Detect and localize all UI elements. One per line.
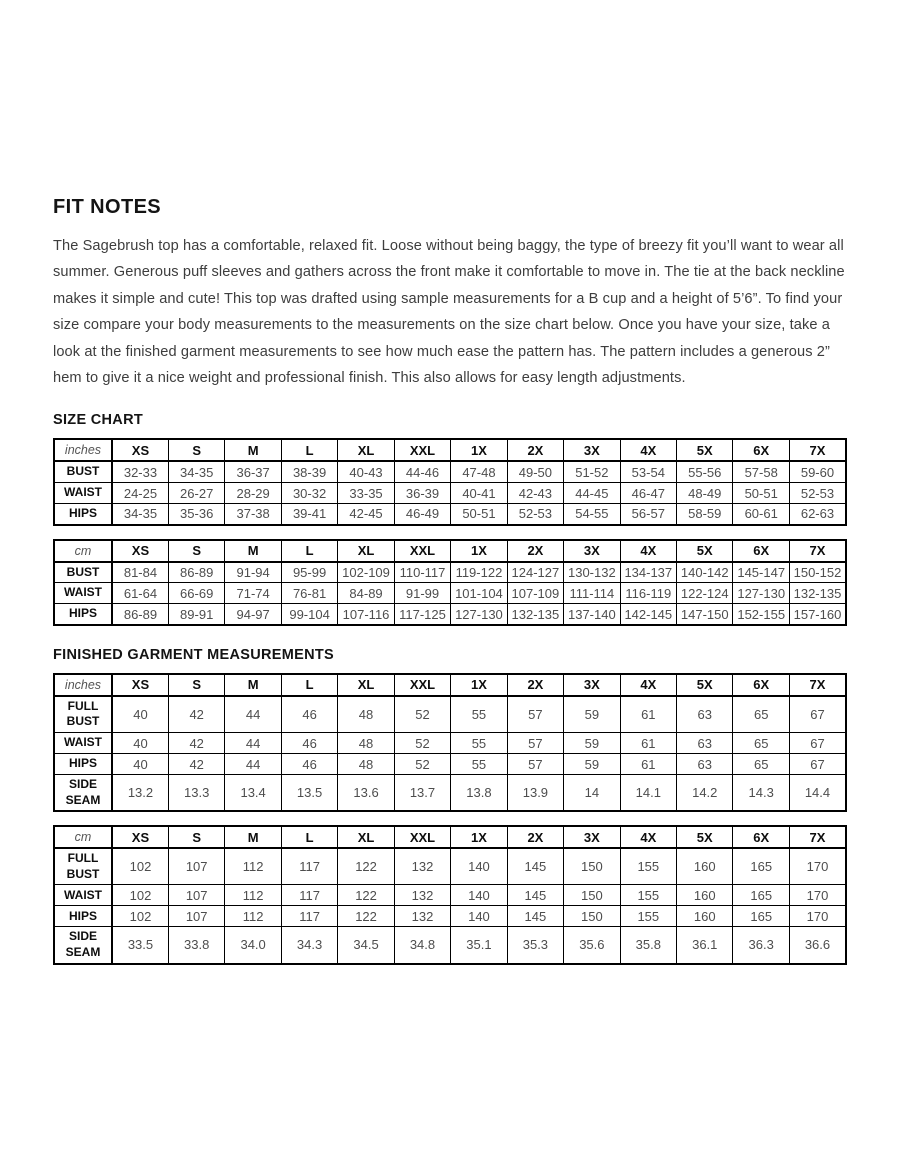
measurement-cell: 155: [620, 906, 676, 927]
measurement-cell: 24-25: [112, 483, 168, 504]
measurement-cell: 132: [394, 906, 450, 927]
row-label: FULL BUST: [54, 848, 112, 885]
measurement-cell: 102-109: [338, 562, 394, 583]
measurement-cell: 44: [225, 754, 281, 775]
measurement-cell: 91-94: [225, 562, 281, 583]
table-row: [54, 483, 846, 504]
measurement-cell: 65: [733, 696, 789, 733]
measurement-cell: 107: [168, 885, 224, 906]
measurement-cell: 34-35: [168, 461, 224, 482]
measurement-cell: 34.3: [281, 927, 337, 964]
measurement-cell: 62-63: [789, 504, 846, 525]
measurement-cell: 58-59: [677, 504, 733, 525]
measurement-cell: 61: [620, 696, 676, 733]
measurement-cell: 40: [112, 696, 168, 733]
measurement-cell: 55: [451, 696, 507, 733]
row-label: HIPS: [54, 604, 112, 625]
measurement-cell: 134-137: [620, 562, 676, 583]
measurement-cell: 40-41: [451, 483, 507, 504]
measurement-cell: 122: [338, 906, 394, 927]
measurement-cell: 13.2: [112, 775, 168, 812]
size-column-header: 1X: [451, 826, 507, 848]
measurement-cell: 59-60: [789, 461, 846, 482]
measurement-cell: 13.3: [168, 775, 224, 812]
measurement-cell: 51-52: [564, 461, 620, 482]
table-row: [54, 885, 846, 906]
measurement-cell: 59: [564, 754, 620, 775]
size-column-header: M: [225, 439, 281, 461]
measurement-cell: 157-160: [789, 604, 846, 625]
size-column-header: M: [225, 826, 281, 848]
page-content: [53, 0, 847, 978]
measurement-cell: 160: [677, 906, 733, 927]
measurement-cell: 117: [281, 906, 337, 927]
measurement-cell: 13.7: [394, 775, 450, 812]
row-label: FULL BUST: [54, 696, 112, 733]
measurement-cell: 65: [733, 754, 789, 775]
measurement-cell: 42: [168, 733, 224, 754]
size-column-header: 2X: [507, 674, 563, 696]
size-column-header: XXL: [394, 439, 450, 461]
measurement-cell: 13.4: [225, 775, 281, 812]
measurement-cell: 52-53: [789, 483, 846, 504]
measurement-cell: 52: [394, 696, 450, 733]
measurement-cell: 57: [507, 754, 563, 775]
size-column-header: L: [281, 540, 337, 562]
measurement-cell: 81-84: [112, 562, 168, 583]
measurement-cell: 124-127: [507, 562, 563, 583]
measurement-cell: 95-99: [281, 562, 337, 583]
size-column-header: XXL: [394, 540, 450, 562]
size-column-header: 6X: [733, 826, 789, 848]
measurement-cell: 160: [677, 885, 733, 906]
measurement-cell: 14: [564, 775, 620, 812]
measurement-cell: 55: [451, 733, 507, 754]
measurement-cell: 55: [451, 754, 507, 775]
size-column-header: 4X: [620, 540, 676, 562]
measurement-cell: 102: [112, 885, 168, 906]
measurement-cell: 44-45: [564, 483, 620, 504]
measurement-cell: 30-32: [281, 483, 337, 504]
size-column-header: 7X: [789, 439, 846, 461]
measurement-cell: 33-35: [338, 483, 394, 504]
measurement-cell: 59: [564, 733, 620, 754]
measurement-cell: 38-39: [281, 461, 337, 482]
table-row: [54, 733, 846, 754]
measurement-cell: 150: [564, 906, 620, 927]
size-column-header: 2X: [507, 826, 563, 848]
table-row: [54, 696, 846, 733]
size-column-header: 6X: [733, 439, 789, 461]
measurement-cell: 40: [112, 754, 168, 775]
measurement-cell: 84-89: [338, 583, 394, 604]
row-label: HIPS: [54, 754, 112, 775]
fit-notes-paragraph: The Sagebrush top has a comfortable, relaxed fit. Loose without being baggy, the type of breezy fit you’ll want to wear all summer. Generous puff sleeves and gathers across the front make it comfortable to move in. The tie at the back neckline makes it simple and cute! This top was drafted using sample measurements for a B cup and a height of 5’6”. To find your size compare your body measurements to the measurements on the size chart below. Once you have your size, take a look at the finished garment measurements to see how much ease the pattern has. The pattern includes a generous 2” hem to give it a nice weight and professional finish. This also allows for easy length adjustments.: [53, 238, 845, 387]
measurement-cell: 110-117: [394, 562, 450, 583]
row-label: WAIST: [54, 583, 112, 604]
measurement-cell: 34.0: [225, 927, 281, 964]
measurement-cell: 42-45: [338, 504, 394, 525]
measurement-cell: 170: [789, 885, 846, 906]
table-row: [54, 583, 846, 604]
measurement-cell: 36.6: [789, 927, 846, 964]
measurement-cell: 48-49: [677, 483, 733, 504]
row-label: WAIST: [54, 733, 112, 754]
measurement-cell: 36-37: [225, 461, 281, 482]
size-column-header: XS: [112, 439, 168, 461]
measurement-cell: 13.5: [281, 775, 337, 812]
row-label: SIDE SEAM: [54, 775, 112, 812]
table-row: [54, 906, 846, 927]
measurement-cell: 46-49: [394, 504, 450, 525]
row-label: SIDE SEAM: [54, 927, 112, 964]
size-column-header: 5X: [677, 540, 733, 562]
measurement-cell: 14.1: [620, 775, 676, 812]
measurement-cell: 112: [225, 906, 281, 927]
size-column-header: XXL: [394, 826, 450, 848]
size-column-header: 6X: [733, 540, 789, 562]
size-column-header: XS: [112, 540, 168, 562]
measurement-cell: 107-116: [338, 604, 394, 625]
measurement-cell: 86-89: [112, 604, 168, 625]
measurement-cell: 56-57: [620, 504, 676, 525]
measurement-cell: 61-64: [112, 583, 168, 604]
measurement-cell: 65: [733, 733, 789, 754]
measurement-cell: 132-135: [789, 583, 846, 604]
finished-garment-cm-table: [53, 825, 847, 964]
size-chart-cm-table: [53, 539, 847, 626]
measurement-cell: 46-47: [620, 483, 676, 504]
measurement-cell: 132: [394, 848, 450, 885]
measurement-cell: 34.5: [338, 927, 394, 964]
measurement-cell: 66-69: [168, 583, 224, 604]
measurement-cell: 52-53: [507, 504, 563, 525]
measurement-cell: 67: [789, 733, 846, 754]
measurement-cell: 155: [620, 885, 676, 906]
measurement-cell: 49-50: [507, 461, 563, 482]
unit-label: cm: [54, 540, 112, 562]
measurement-cell: 50-51: [451, 504, 507, 525]
measurement-cell: 48: [338, 733, 394, 754]
measurement-cell: 117: [281, 848, 337, 885]
measurement-cell: 127-130: [451, 604, 507, 625]
measurement-cell: 61: [620, 754, 676, 775]
measurement-cell: 32-33: [112, 461, 168, 482]
unit-label: cm: [54, 826, 112, 848]
size-column-header: 2X: [507, 439, 563, 461]
measurement-cell: 52: [394, 754, 450, 775]
size-column-header: 7X: [789, 674, 846, 696]
measurement-cell: 122-124: [677, 583, 733, 604]
measurement-cell: 36.3: [733, 927, 789, 964]
measurement-cell: 130-132: [564, 562, 620, 583]
measurement-cell: 40: [112, 733, 168, 754]
table-row: [54, 461, 846, 482]
size-column-header: XL: [338, 674, 394, 696]
measurement-cell: 170: [789, 906, 846, 927]
row-label: WAIST: [54, 483, 112, 504]
measurement-cell: 150-152: [789, 562, 846, 583]
measurement-cell: 35-36: [168, 504, 224, 525]
measurement-cell: 117: [281, 885, 337, 906]
size-column-header: 3X: [564, 826, 620, 848]
measurement-cell: 33.8: [168, 927, 224, 964]
measurement-cell: 42-43: [507, 483, 563, 504]
measurement-cell: 26-27: [168, 483, 224, 504]
measurement-cell: 122: [338, 885, 394, 906]
measurement-cell: 140: [451, 885, 507, 906]
measurement-cell: 86-89: [168, 562, 224, 583]
size-column-header: XXL: [394, 674, 450, 696]
size-column-header: XL: [338, 826, 394, 848]
size-column-header: M: [225, 540, 281, 562]
measurement-cell: 165: [733, 885, 789, 906]
table-row: [54, 604, 846, 625]
finished-garment-inches-table: [53, 673, 847, 812]
measurement-cell: 165: [733, 906, 789, 927]
size-column-header: XS: [112, 826, 168, 848]
measurement-cell: 89-91: [168, 604, 224, 625]
measurement-cell: 63: [677, 733, 733, 754]
measurement-cell: 50-51: [733, 483, 789, 504]
size-column-header: L: [281, 674, 337, 696]
measurement-cell: 76-81: [281, 583, 337, 604]
measurement-cell: 37-38: [225, 504, 281, 525]
size-column-header: 1X: [451, 540, 507, 562]
measurement-cell: 140-142: [677, 562, 733, 583]
measurement-cell: 61: [620, 733, 676, 754]
measurement-cell: 47-48: [451, 461, 507, 482]
fit-notes-heading: FIT NOTES: [53, 196, 162, 218]
table-row: [54, 754, 846, 775]
measurement-cell: 140: [451, 848, 507, 885]
measurement-cell: 150: [564, 848, 620, 885]
measurement-cell: 13.8: [451, 775, 507, 812]
measurement-cell: 44: [225, 733, 281, 754]
size-column-header: XL: [338, 439, 394, 461]
measurement-cell: 13.6: [338, 775, 394, 812]
measurement-cell: 13.9: [507, 775, 563, 812]
measurement-cell: 14.2: [677, 775, 733, 812]
measurement-cell: 34-35: [112, 504, 168, 525]
measurement-cell: 28-29: [225, 483, 281, 504]
table-row: [54, 504, 846, 525]
size-column-header: 3X: [564, 674, 620, 696]
measurement-cell: 42: [168, 754, 224, 775]
size-column-header: 5X: [677, 674, 733, 696]
measurement-cell: 142-145: [620, 604, 676, 625]
measurement-cell: 42: [168, 696, 224, 733]
size-column-header: 1X: [451, 674, 507, 696]
measurement-cell: 116-119: [620, 583, 676, 604]
measurement-cell: 94-97: [225, 604, 281, 625]
row-label: BUST: [54, 562, 112, 583]
measurement-cell: 14.3: [733, 775, 789, 812]
size-column-header: 2X: [507, 540, 563, 562]
table-row: [54, 848, 846, 885]
size-column-header: S: [168, 439, 224, 461]
measurement-cell: 107: [168, 848, 224, 885]
measurement-cell: 102: [112, 906, 168, 927]
measurement-cell: 137-140: [564, 604, 620, 625]
measurement-cell: 107-109: [507, 583, 563, 604]
measurement-cell: 46: [281, 733, 337, 754]
size-chart-inches-table: [53, 438, 847, 525]
size-column-header: 7X: [789, 540, 846, 562]
measurement-cell: 145: [507, 885, 563, 906]
measurement-cell: 71-74: [225, 583, 281, 604]
measurement-cell: 46: [281, 754, 337, 775]
measurement-cell: 54-55: [564, 504, 620, 525]
measurement-cell: 122: [338, 848, 394, 885]
size-column-header: 3X: [564, 439, 620, 461]
measurement-cell: 152-155: [733, 604, 789, 625]
size-column-header: 3X: [564, 540, 620, 562]
table-row: [54, 562, 846, 583]
measurement-cell: 132-135: [507, 604, 563, 625]
measurement-cell: 59: [564, 696, 620, 733]
size-column-header: 5X: [677, 826, 733, 848]
size-column-header: S: [168, 674, 224, 696]
size-column-header: 4X: [620, 674, 676, 696]
table-row: [54, 927, 846, 964]
measurement-cell: 60-61: [733, 504, 789, 525]
measurement-cell: 39-41: [281, 504, 337, 525]
measurement-cell: 117-125: [394, 604, 450, 625]
measurement-cell: 52: [394, 733, 450, 754]
measurement-cell: 111-114: [564, 583, 620, 604]
size-chart-heading: SIZE CHART: [53, 412, 143, 429]
measurement-cell: 44-46: [394, 461, 450, 482]
size-column-header: 4X: [620, 826, 676, 848]
measurement-cell: 57: [507, 696, 563, 733]
measurement-cell: 57: [507, 733, 563, 754]
measurement-cell: 145-147: [733, 562, 789, 583]
row-label: HIPS: [54, 504, 112, 525]
measurement-cell: 35.3: [507, 927, 563, 964]
row-label: HIPS: [54, 906, 112, 927]
measurement-cell: 155: [620, 848, 676, 885]
measurement-cell: 35.1: [451, 927, 507, 964]
row-label: BUST: [54, 461, 112, 482]
row-label: WAIST: [54, 885, 112, 906]
measurement-cell: 119-122: [451, 562, 507, 583]
measurement-cell: 99-104: [281, 604, 337, 625]
measurement-cell: 165: [733, 848, 789, 885]
measurement-cell: 112: [225, 885, 281, 906]
measurement-cell: 48: [338, 754, 394, 775]
measurement-cell: 44: [225, 696, 281, 733]
size-column-header: XL: [338, 540, 394, 562]
size-column-header: XS: [112, 674, 168, 696]
measurement-cell: 112: [225, 848, 281, 885]
measurement-cell: 170: [789, 848, 846, 885]
measurement-cell: 147-150: [677, 604, 733, 625]
finished-garment-heading: FINISHED GARMENT MEASUREMENTS: [53, 646, 334, 663]
measurement-cell: 33.5: [112, 927, 168, 964]
measurement-cell: 40-43: [338, 461, 394, 482]
measurement-cell: 101-104: [451, 583, 507, 604]
unit-label: inches: [54, 674, 112, 696]
measurement-cell: 150: [564, 885, 620, 906]
size-column-header: 6X: [733, 674, 789, 696]
measurement-cell: 35.6: [564, 927, 620, 964]
measurement-cell: 67: [789, 696, 846, 733]
measurement-cell: 67: [789, 754, 846, 775]
table-row: [54, 775, 846, 812]
measurement-cell: 102: [112, 848, 168, 885]
measurement-cell: 132: [394, 885, 450, 906]
measurement-cell: 140: [451, 906, 507, 927]
size-column-header: 1X: [451, 439, 507, 461]
size-column-header: 7X: [789, 826, 846, 848]
measurement-cell: 35.8: [620, 927, 676, 964]
measurement-cell: 46: [281, 696, 337, 733]
measurement-cell: 53-54: [620, 461, 676, 482]
measurement-cell: 36.1: [677, 927, 733, 964]
size-column-header: 5X: [677, 439, 733, 461]
measurement-cell: 91-99: [394, 583, 450, 604]
unit-label: inches: [54, 439, 112, 461]
measurement-cell: 14.4: [789, 775, 846, 812]
measurement-cell: 127-130: [733, 583, 789, 604]
size-column-header: L: [281, 439, 337, 461]
measurement-cell: 145: [507, 848, 563, 885]
size-column-header: 4X: [620, 439, 676, 461]
measurement-cell: 55-56: [677, 461, 733, 482]
size-column-header: L: [281, 826, 337, 848]
measurement-cell: 145: [507, 906, 563, 927]
measurement-cell: 57-58: [733, 461, 789, 482]
measurement-cell: 160: [677, 848, 733, 885]
measurement-cell: 34.8: [394, 927, 450, 964]
size-column-header: S: [168, 540, 224, 562]
measurement-cell: 36-39: [394, 483, 450, 504]
measurement-cell: 63: [677, 696, 733, 733]
measurement-cell: 48: [338, 696, 394, 733]
size-column-header: S: [168, 826, 224, 848]
measurement-cell: 63: [677, 754, 733, 775]
size-column-header: M: [225, 674, 281, 696]
measurement-cell: 107: [168, 906, 224, 927]
